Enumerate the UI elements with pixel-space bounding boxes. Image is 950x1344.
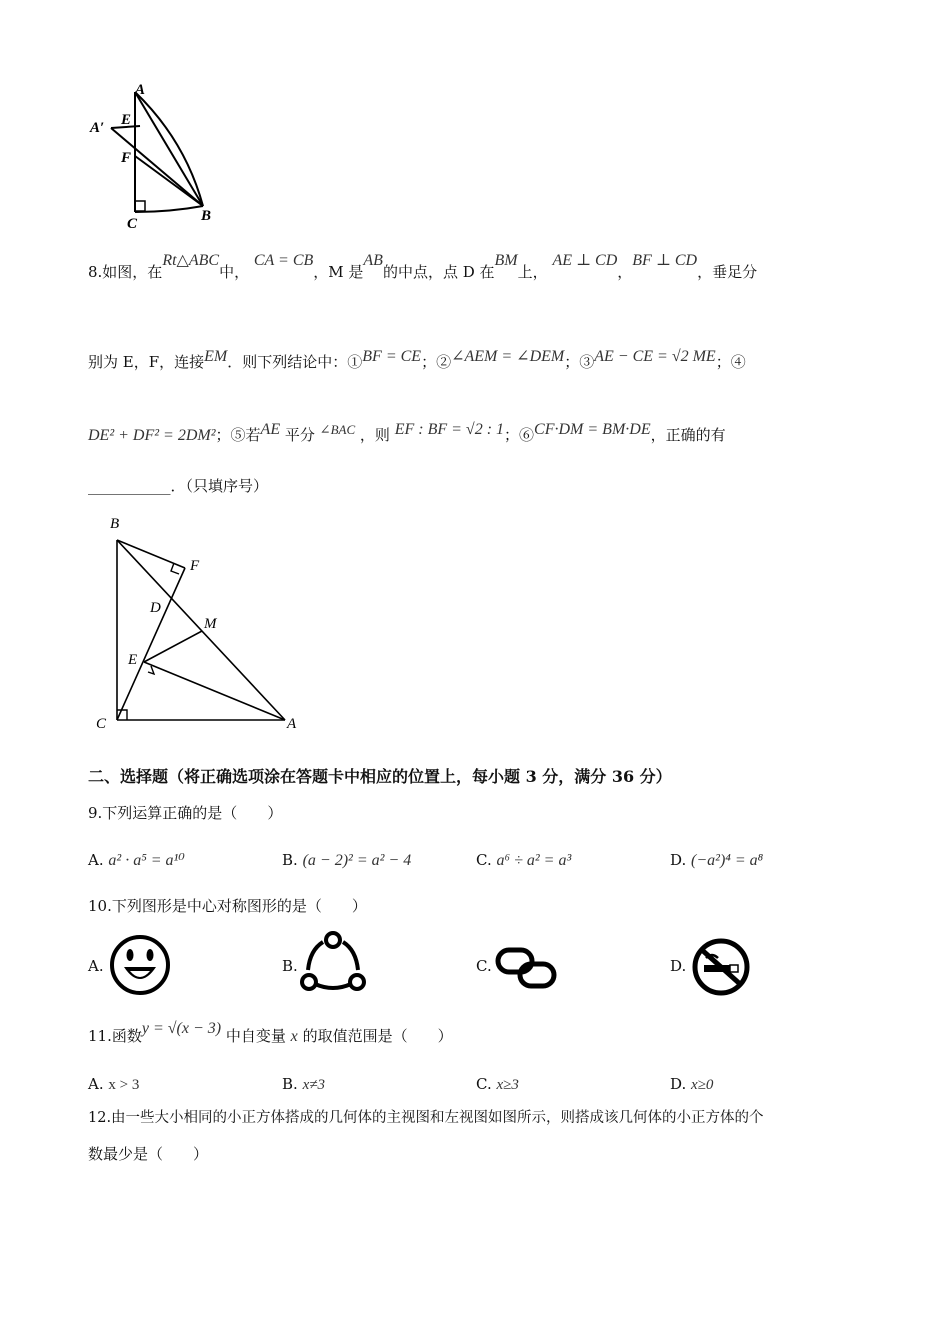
- q8-text: 的中点，点 D 在: [382, 263, 495, 281]
- q8-math: AB: [363, 252, 383, 269]
- q8-line-2: [88, 348, 746, 373]
- variable-x: x: [290, 1028, 298, 1045]
- option-label: C.: [476, 1075, 492, 1093]
- q8-text: ；⑤若: [215, 426, 261, 444]
- q8-text: ；④: [715, 353, 746, 371]
- q8-math: Rt△ABC: [162, 252, 220, 269]
- label-A-prime: A′: [90, 120, 105, 136]
- smiley-face-icon: [108, 933, 172, 997]
- label-B: B: [110, 516, 120, 532]
- q8-math: EM: [204, 348, 228, 365]
- label-E: E: [128, 652, 138, 668]
- q8-math: AE ⊥ CD: [552, 252, 618, 269]
- q8-text: 上，: [517, 263, 548, 281]
- q9-stem: 9.下列运算正确的是（ ）: [88, 804, 283, 822]
- label-C: C: [127, 216, 138, 232]
- q11-option-d: [670, 1074, 713, 1095]
- q8-math: ∠AEM = ∠DEM: [451, 348, 565, 365]
- q11-option-b: [282, 1074, 325, 1095]
- q8-text: ；②: [421, 353, 452, 371]
- label-F: F: [190, 558, 200, 574]
- q8-line-4: [88, 476, 268, 496]
- option-expr: x≥3: [496, 1077, 519, 1093]
- q12-line-2: 数最少是（ ）: [88, 1145, 209, 1163]
- option-label: B.: [282, 851, 298, 869]
- chain-link-icon: [494, 944, 560, 994]
- q11-text: 的取值范围是（ ）: [302, 1027, 453, 1045]
- section-heading: 二、选择题（将正确选项涂在答题卡中相应的位置上，每小题 3 分，满分 36 分）: [88, 767, 672, 786]
- q8-math: EF : BF = √2 : 1: [394, 421, 505, 438]
- option-expr: x≥0: [691, 1077, 714, 1093]
- answer-blank: ___________: [88, 477, 171, 495]
- option-label: D.: [670, 1075, 687, 1093]
- label-E: E: [121, 112, 132, 128]
- option-expr: a⁶ ÷ a² = a³: [496, 852, 572, 869]
- q11-stem: [88, 1020, 453, 1047]
- q8-text: ，正确的有: [650, 426, 726, 444]
- q8-math: BM: [494, 252, 518, 269]
- q10-option-d-label: D.: [670, 957, 687, 975]
- label-D: D: [150, 600, 161, 616]
- label-B: B: [201, 208, 212, 224]
- q9-option-c: [476, 850, 571, 871]
- q7-geometry-figure: [85, 80, 225, 235]
- q10-option-a-label: A.: [88, 957, 104, 975]
- label-F: F: [121, 150, 132, 166]
- label-A: A: [287, 716, 297, 732]
- option-expr: a² · a⁵ = a¹⁰: [108, 852, 185, 869]
- q10-option-c-label: C.: [476, 957, 492, 975]
- no-smoking-icon: [690, 936, 752, 998]
- q8-text: 中，: [219, 263, 250, 281]
- q8-text: ，M 是: [313, 263, 364, 281]
- q8-text: ，则: [359, 426, 390, 444]
- q8-text: 8.如图，在: [88, 263, 163, 281]
- q10-stem: 10.下列图形是中心对称图形的是（ ）: [88, 897, 367, 915]
- q9-option-d: [670, 850, 763, 871]
- q11-text: 11.函数: [88, 1027, 142, 1045]
- q8-line-3: [88, 421, 726, 446]
- q8-math: DE² + DF² = 2DM²: [88, 427, 216, 444]
- option-label: A.: [88, 1075, 104, 1093]
- option-label: A.: [88, 851, 104, 869]
- q12-line-1: 12.由一些大小相同的小正方体搭成的几何体的主视图和左视图如图所示，则搭成该几何体的小正方体的个: [88, 1110, 764, 1126]
- q11-option-c: [476, 1074, 519, 1095]
- q8-text: 平分: [284, 426, 315, 444]
- q8-math: AE: [260, 421, 281, 438]
- q8-math: CA = CB: [253, 252, 314, 269]
- option-expr: x > 3: [108, 1077, 140, 1093]
- option-label: D.: [670, 851, 687, 869]
- q11-option-a: [88, 1074, 139, 1095]
- q8-math: BF = CE: [362, 348, 422, 365]
- q8-math: BF ⊥ CD: [632, 252, 698, 269]
- q9-option-a: [88, 850, 185, 871]
- label-M: M: [204, 616, 217, 632]
- q8-text: ．则下列结论中：①: [227, 353, 363, 371]
- q10-option-b-label: B.: [282, 957, 298, 975]
- option-expr: x≠3: [302, 1077, 325, 1093]
- q8-geometry-figure: [92, 512, 312, 737]
- q8-text: ；⑥: [504, 426, 535, 444]
- q8-text: ，垂足分: [697, 263, 758, 281]
- q8-math: CF·DM = BM·DE: [534, 421, 651, 438]
- q8-text: 别为 E，F，连接: [88, 353, 205, 371]
- label-C: C: [96, 716, 107, 732]
- q8-math: AE − CE = √2 ME: [594, 348, 716, 365]
- option-label: B.: [282, 1075, 298, 1093]
- q8-text: ，: [617, 263, 633, 281]
- label-A: A: [135, 82, 146, 98]
- q8-text: ；③: [564, 353, 595, 371]
- q11-text: 中自变量: [225, 1027, 286, 1045]
- q8-line-1: [88, 252, 758, 283]
- option-label: C.: [476, 851, 492, 869]
- option-expr: (a − 2)² = a² − 4: [302, 852, 412, 869]
- function-expr: y = √(x − 3): [141, 1020, 222, 1037]
- option-expr: (−a²)⁴ = a⁸: [691, 852, 764, 869]
- q9-option-b: [282, 850, 411, 871]
- q8-text: ．（只填序号）: [170, 477, 269, 495]
- three-node-cycle-icon: [298, 930, 368, 996]
- q8-math: ∠BAC: [319, 422, 356, 437]
